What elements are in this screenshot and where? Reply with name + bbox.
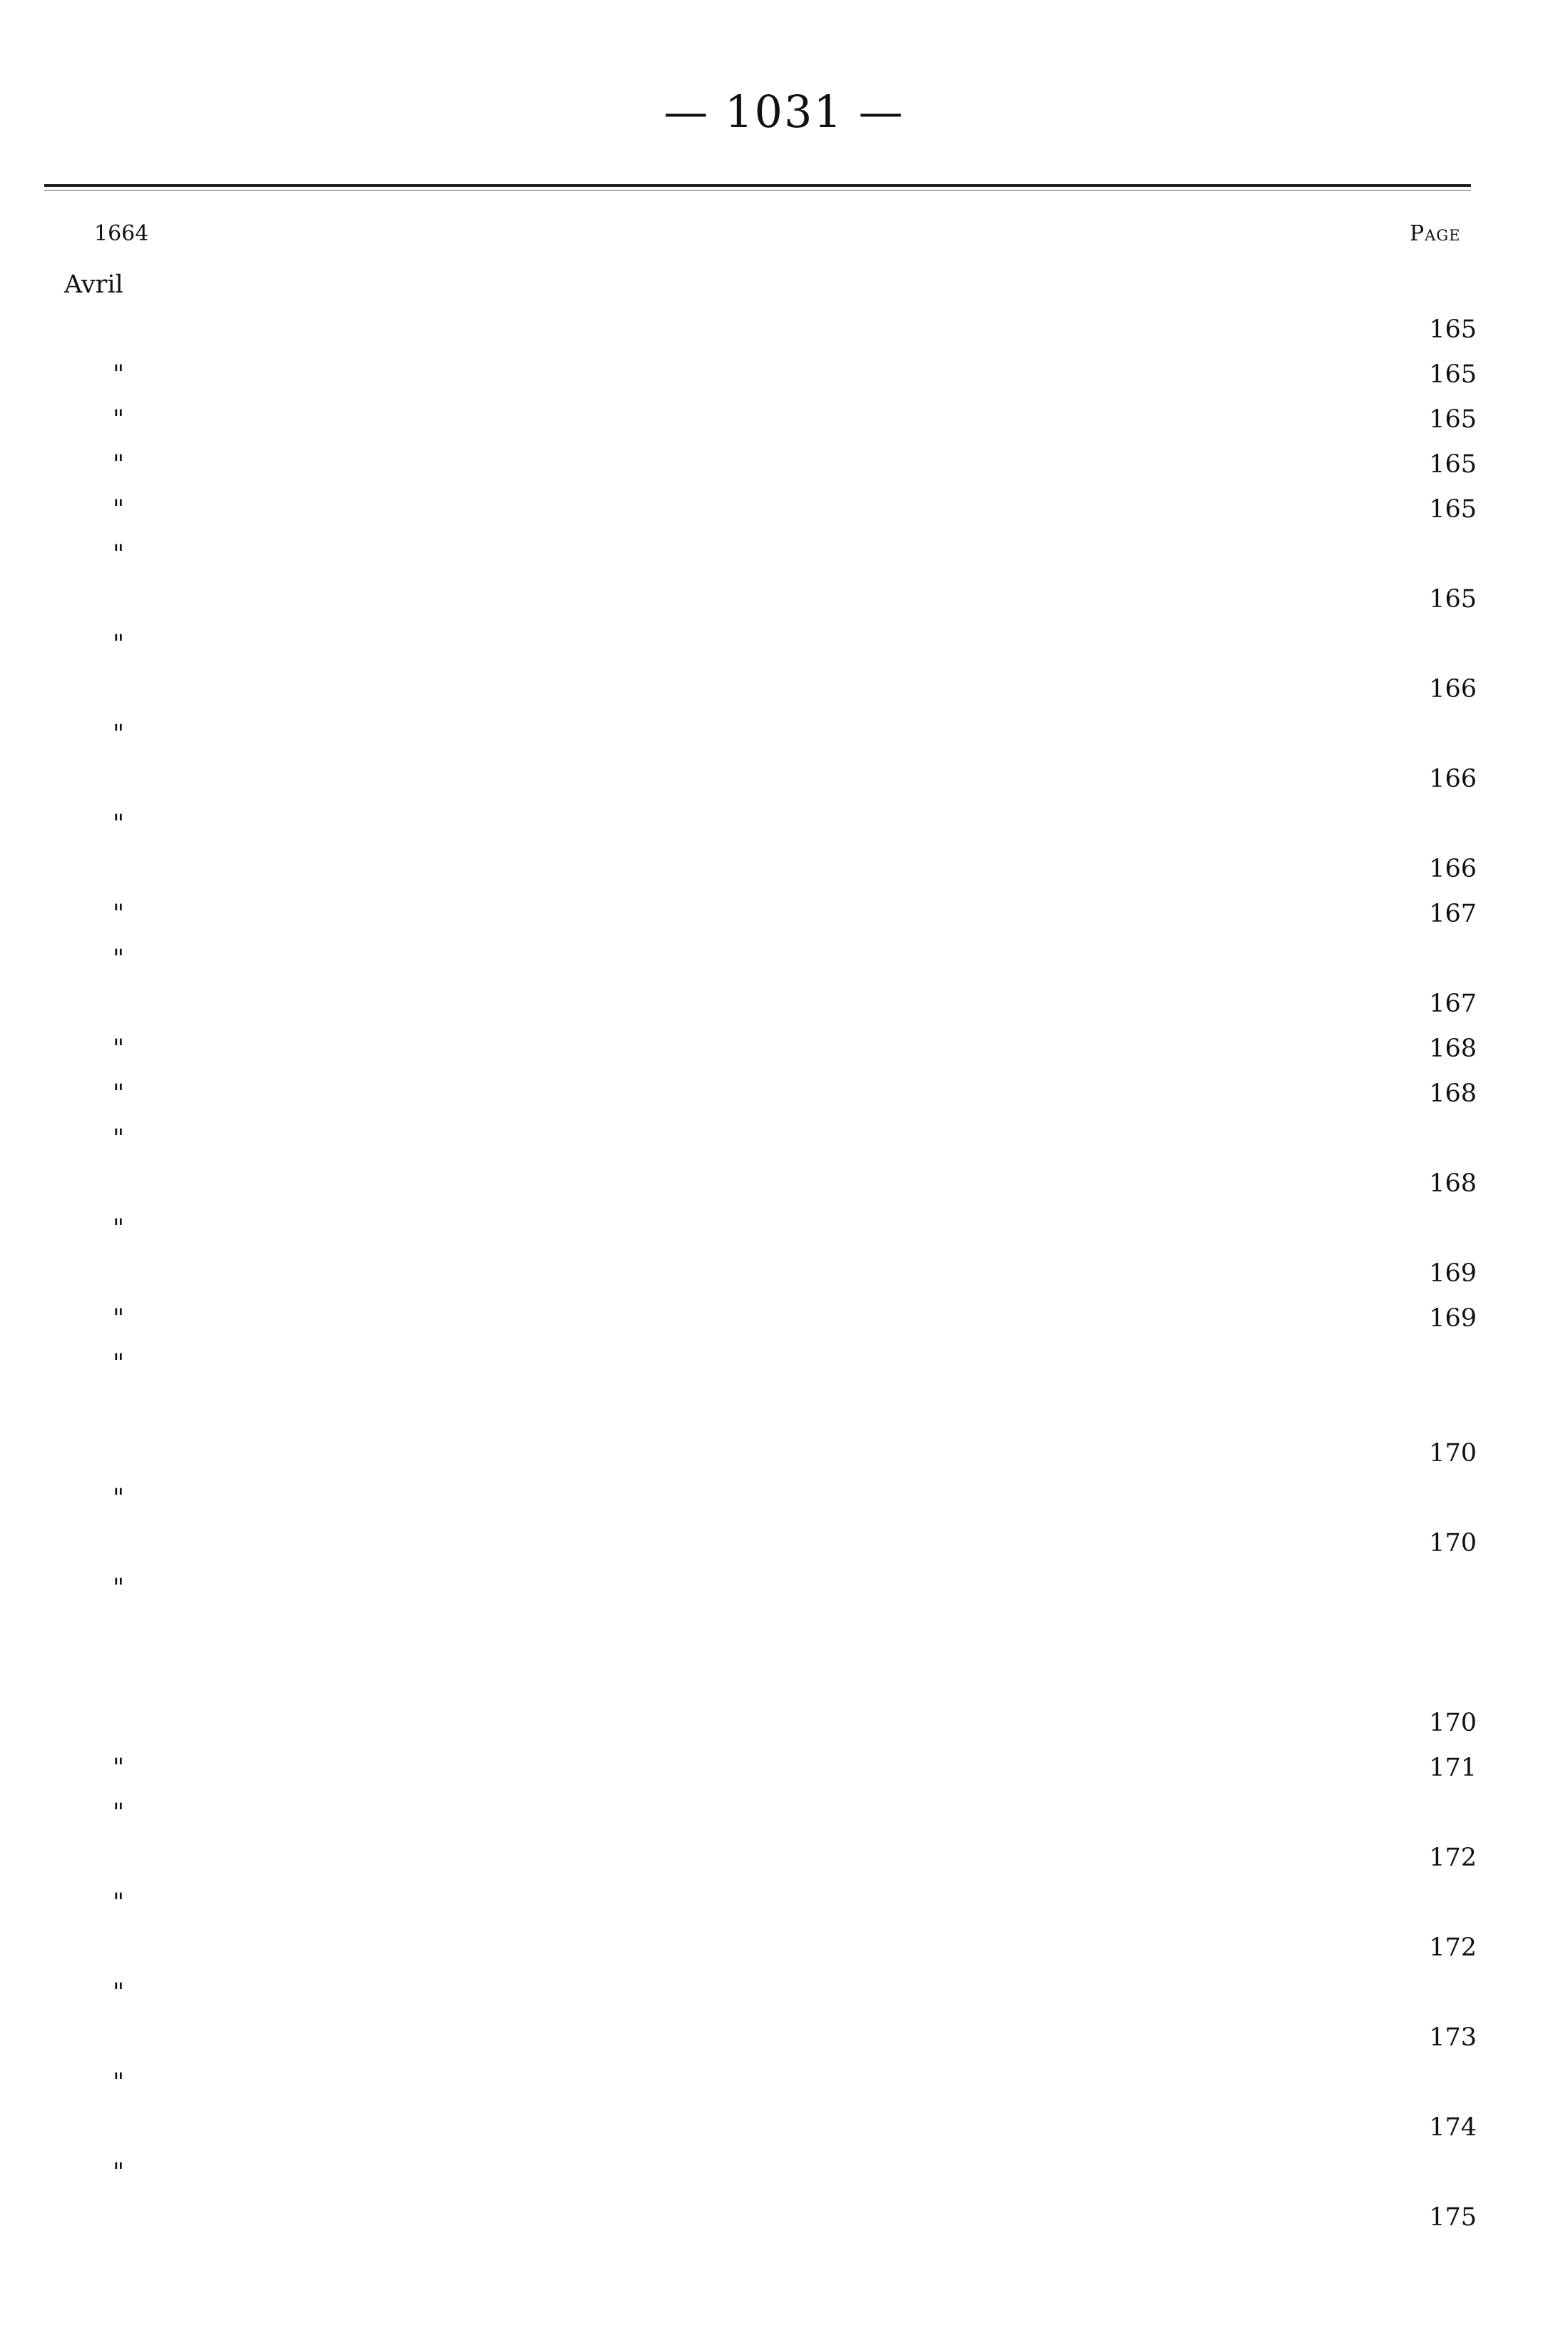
entry-line bbox=[0, 1431, 1568, 1476]
entry-line bbox=[0, 982, 1568, 1027]
entry-page-number: 167 bbox=[1429, 900, 1477, 928]
entry-line bbox=[0, 1251, 1568, 1296]
entry-line bbox=[0, 2150, 1568, 2195]
list-item bbox=[0, 1746, 1568, 1791]
entry-line bbox=[0, 1476, 1568, 1521]
entry-line bbox=[0, 352, 1568, 397]
entry-page-number: 165 bbox=[1429, 495, 1477, 524]
entry-line bbox=[0, 802, 1568, 847]
entry-line bbox=[0, 577, 1568, 622]
entry-page-number: 170 bbox=[1429, 1709, 1477, 1737]
entry-month-ditto: " bbox=[113, 450, 125, 479]
entry-page-number: 170 bbox=[1429, 1529, 1477, 1557]
list-item bbox=[0, 1341, 1568, 1476]
list-item bbox=[0, 1881, 1568, 1971]
entry-page-number: 167 bbox=[1429, 990, 1477, 1018]
year-heading: 1664 bbox=[94, 221, 149, 246]
entry-month-ditto: " bbox=[113, 1349, 125, 1378]
entry-line bbox=[0, 1611, 1568, 1656]
entry-line bbox=[0, 667, 1568, 712]
entry-page-number: 175 bbox=[1429, 2203, 1477, 2232]
entry-line bbox=[0, 442, 1568, 487]
entry-line bbox=[0, 937, 1568, 982]
entry-page-number: 174 bbox=[1429, 2113, 1477, 2142]
entry-line bbox=[0, 847, 1568, 892]
list-item bbox=[0, 2060, 1568, 2150]
entry-page-number: 173 bbox=[1429, 2023, 1477, 2052]
entry-page-number: 170 bbox=[1429, 1439, 1477, 1468]
entry-month-ditto: " bbox=[113, 1484, 125, 1513]
list-item bbox=[0, 622, 1568, 712]
entry-page-number: 168 bbox=[1429, 1035, 1477, 1063]
entry-line bbox=[0, 2195, 1568, 2240]
list-item bbox=[0, 1072, 1568, 1117]
list-item bbox=[0, 1296, 1568, 1341]
entry-line bbox=[0, 2105, 1568, 2150]
entry-month-ditto: " bbox=[113, 1754, 125, 1782]
entry-month-ditto: " bbox=[113, 1079, 125, 1108]
entry-month-ditto: " bbox=[113, 1889, 125, 1917]
entry-month-ditto: " bbox=[113, 630, 125, 659]
list-item bbox=[0, 1027, 1568, 1072]
list-item bbox=[0, 487, 1568, 532]
entry-month-ditto: " bbox=[113, 1978, 125, 2007]
entry-line bbox=[0, 397, 1568, 442]
entry-page-number: 171 bbox=[1429, 1754, 1477, 1782]
entry-month-ditto: " bbox=[113, 360, 125, 389]
entry-page-number: 169 bbox=[1429, 1304, 1477, 1333]
list-item bbox=[0, 1566, 1568, 1746]
list-item bbox=[0, 2150, 1568, 2240]
list-item bbox=[0, 1476, 1568, 1566]
entries-list bbox=[0, 263, 1568, 2240]
entry-line bbox=[0, 307, 1568, 352]
entry-line bbox=[0, 1746, 1568, 1791]
list-item bbox=[0, 352, 1568, 397]
entry-line bbox=[0, 1881, 1568, 1926]
page-number: — 1031 — bbox=[663, 86, 905, 138]
entry-page-number: 166 bbox=[1429, 855, 1477, 883]
list-item bbox=[0, 802, 1568, 892]
entry-line bbox=[0, 532, 1568, 577]
entry-line bbox=[0, 263, 1568, 307]
list-item bbox=[0, 397, 1568, 442]
entry-month-ditto: " bbox=[113, 2068, 125, 2097]
entry-line bbox=[0, 2016, 1568, 2060]
list-item bbox=[0, 1971, 1568, 2060]
entry-line bbox=[0, 1117, 1568, 1162]
page-column-heading: Page bbox=[1410, 221, 1461, 246]
entry-line bbox=[0, 1566, 1568, 1611]
entry-page-number: 165 bbox=[1429, 315, 1477, 344]
entry-month-ditto: " bbox=[113, 720, 125, 748]
entry-page-number: 165 bbox=[1429, 450, 1477, 479]
entry-line bbox=[0, 1701, 1568, 1746]
entry-month-ditto: " bbox=[113, 540, 125, 569]
entry-page-number: 169 bbox=[1429, 1259, 1477, 1288]
entry-page-number: 165 bbox=[1429, 360, 1477, 389]
entry-line bbox=[0, 712, 1568, 757]
entry-page-number: 165 bbox=[1429, 585, 1477, 614]
entry-month-ditto: " bbox=[113, 1304, 125, 1333]
entry-line bbox=[0, 757, 1568, 802]
list-item bbox=[0, 442, 1568, 487]
entry-page-number: 166 bbox=[1429, 675, 1477, 703]
entry-month-ditto: " bbox=[113, 810, 125, 838]
entry-page-number: 168 bbox=[1429, 1169, 1477, 1198]
entry-line bbox=[0, 1206, 1568, 1251]
entry-line bbox=[0, 1027, 1568, 1072]
list-item bbox=[0, 892, 1568, 937]
entry-month: Avril bbox=[64, 270, 123, 299]
list-item bbox=[0, 263, 1568, 352]
entry-line bbox=[0, 1971, 1568, 2016]
entry-month-ditto: " bbox=[113, 1574, 125, 1602]
entry-line bbox=[0, 1386, 1568, 1431]
entry-line bbox=[0, 1791, 1568, 1836]
entry-line bbox=[0, 1072, 1568, 1117]
entry-line bbox=[0, 1162, 1568, 1206]
entry-page-number: 172 bbox=[1429, 1933, 1477, 1962]
entry-page-number: 168 bbox=[1429, 1079, 1477, 1108]
entry-month-ditto: " bbox=[113, 900, 125, 928]
entry-line bbox=[0, 2060, 1568, 2105]
entry-line bbox=[0, 1521, 1568, 1566]
list-item bbox=[0, 532, 1568, 622]
entry-line bbox=[0, 487, 1568, 532]
list-item bbox=[0, 1117, 1568, 1206]
entry-line bbox=[0, 892, 1568, 937]
header-rule bbox=[44, 184, 1471, 187]
entry-month-ditto: " bbox=[113, 1124, 125, 1153]
entry-line bbox=[0, 1341, 1568, 1386]
list-item bbox=[0, 937, 1568, 1027]
entry-line bbox=[0, 1296, 1568, 1341]
entry-line bbox=[0, 1926, 1568, 1971]
entry-line bbox=[0, 1656, 1568, 1701]
entry-line bbox=[0, 622, 1568, 667]
entry-month-ditto: " bbox=[113, 2158, 125, 2187]
entry-page-number: 166 bbox=[1429, 765, 1477, 793]
list-item bbox=[0, 1791, 1568, 1881]
entry-month-ditto: " bbox=[113, 1214, 125, 1243]
entry-month-ditto: " bbox=[113, 945, 125, 973]
entry-month-ditto: " bbox=[113, 1799, 125, 1827]
entry-page-number: 165 bbox=[1429, 405, 1477, 434]
entry-month-ditto: " bbox=[113, 1035, 125, 1063]
entry-month-ditto: " bbox=[113, 495, 125, 524]
list-item bbox=[0, 712, 1568, 802]
entry-page-number: 172 bbox=[1429, 1844, 1477, 1872]
entry-month-ditto: " bbox=[113, 405, 125, 434]
list-item bbox=[0, 1206, 1568, 1296]
entry-line bbox=[0, 1836, 1568, 1881]
